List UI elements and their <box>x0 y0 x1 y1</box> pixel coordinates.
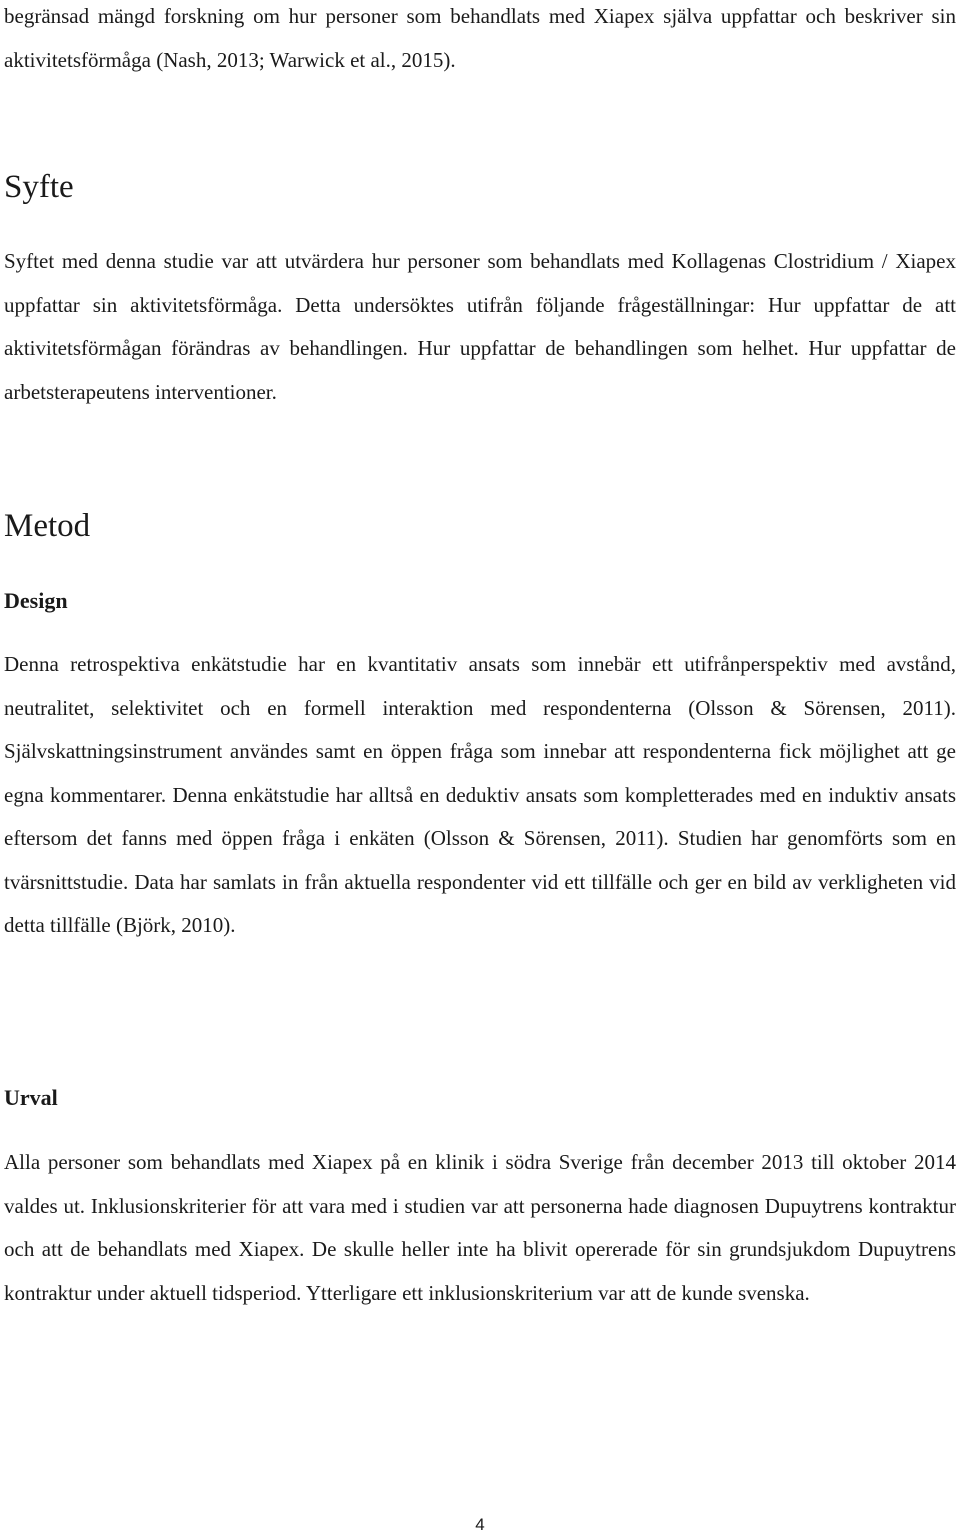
design-paragraph: Denna retrospektiva enkätstudie har en kvantitativ ansats som innebär ett utifrånperspektiv med avstånd, neutralitet, selektivitet och en formell interaktion med respondenterna (Olsson & Sörensen, 2011). Självskattningsinstrument användes samt en öppen fråga som innebar att respondenterna fick möjlighet att ge egna kommentarer. Denna enkätstudie har alltså en deduktiv ansats som kompletterades med en induktiv ansats eftersom det fanns med öppen fråga i enkäten (Olsson & Sörensen, 2011). Studien har genomförts som en tvärsnittstudie. Data har samlats in från aktuella respondenter vid ett tillfälle och ger en bild av verkligheten vid detta tillfälle (Björk, 2010). <box>4 652 956 937</box>
heading-design: Design <box>4 588 68 613</box>
heading-urval: Urval <box>4 1085 58 1110</box>
intro-paragraph: begränsad mängd forskning om hur personer som behandlats med Xiapex själva uppfattar och beskriver sin aktivitetsförmåga (Nash, 2013; Warwick et al., 2015). <box>4 4 956 72</box>
page-number: 4 <box>475 1515 485 1534</box>
heading-metod: Metod <box>4 508 91 544</box>
syfte-paragraph: Syftet med denna studie var att utvärdera hur personer som behandlats med Kollagenas Clostridium / Xiapex uppfattar sin aktivitetsförmåga. Detta undersöktes utifrån följande frågeställningar: Hur uppfattar de att aktivitetsförmågan förändras av behandlingen. Hur uppfattar de behandlingen som helhet. Hur uppfattar de arbetsterapeutens interventioner. <box>4 249 956 404</box>
heading-syfte: Syfte <box>4 169 74 205</box>
urval-paragraph: Alla personer som behandlats med Xiapex på en klinik i södra Sverige från december 2013 till oktober 2014 valdes ut. Inklusionskriterier för att vara med i studien var att personerna hade diagnosen Dupuytrens kontraktur och att de behandlats med Xiapex. De skulle heller inte ha blivit opererade för sin grundsjukdom Dupuytrens kontraktur under aktuell tidsperiod. Ytterligare ett inklusionskriterium var att de kunde svenska. <box>4 1150 956 1305</box>
